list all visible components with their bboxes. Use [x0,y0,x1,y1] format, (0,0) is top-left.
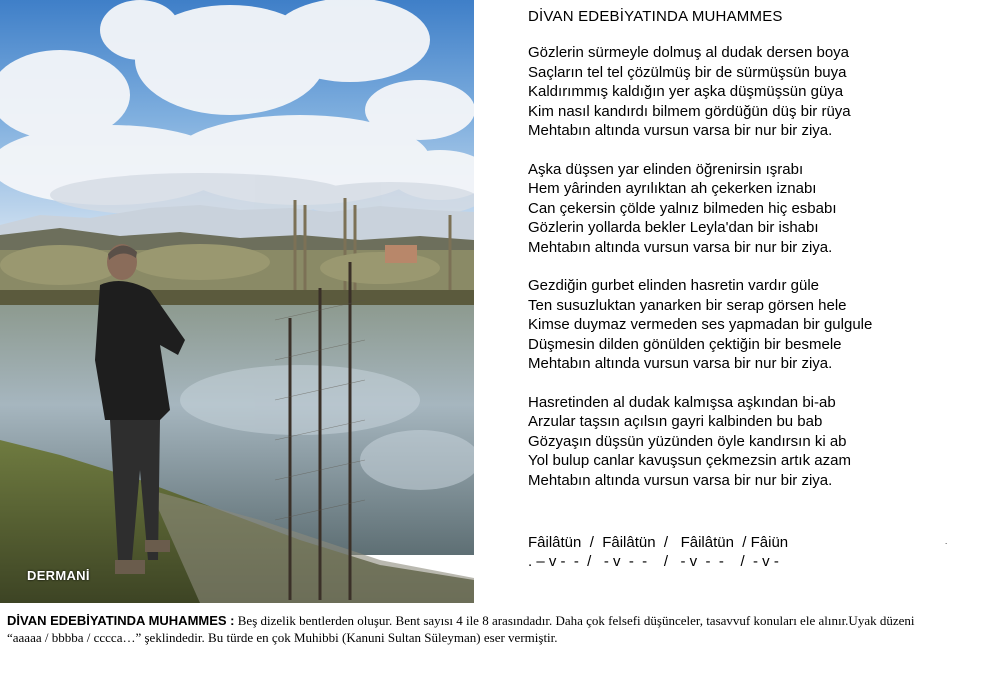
verse: Yol bulup canlar kavuşsun çekmezsin artık azam [528,452,851,469]
meter-pattern: . – v - - / - v - - / - v - - / - v - [528,553,779,570]
poem [528,8,988,509]
meter-names: Fâilâtün / Fâilâtün / Fâilâtün / Fâiün [528,534,789,551]
verse: Düşmesin dilden gönülden çektiğin bir besmele [528,335,842,353]
verse: Gözlerin yollarda bekler Leyla'dan bir ishabı [528,219,819,236]
verse: Mehtabın altında vursun varsa bir nur bir ziya. [528,122,833,139]
verse: Gezdiğin gurbet elinden hasretin vardır güle [528,277,820,294]
verse: Saçların tel tel çözülmüş bir de sürmüşsün buya [528,63,847,81]
stray-dot: . [945,537,948,546]
stanza-2 [528,160,988,258]
stanza-1 [528,43,988,141]
verse: Mehtabın altında vursun varsa bir nur bir ziya. [528,238,833,256]
landscape-photo [0,0,474,603]
verse: Mehtabın altında vursun varsa bir nur bir ziya. [528,355,833,372]
meter [528,533,788,571]
verse: Kaldırımmış kaldığın yer aşka düşmüşsün güya [528,83,844,100]
verse: Gözyaşın düşsün yüzünden öyle kandırsın ki ab [528,432,847,450]
verse: Ten susuzluktan yanarken bir serap görsen hele [528,296,847,314]
verse: Gözlerin sürmeyle dolmuş al dudak dersen boya [528,44,849,61]
photo-caption: DERMANİ [27,568,90,583]
verse: Kim nasıl kandırdı bilmem gördüğün düş bir rüya [528,102,851,120]
verse: Kimse duymaz vermeden ses yapmadan bir gulgule [528,316,873,333]
stanza-3 [528,276,988,374]
verse: Aşka düşsen yar elinden öğrenirsin ışrabı [528,160,804,178]
verse: Mehtabın altında vursun varsa bir nur bir ziya. [528,471,833,489]
verse: Can çekersin çölde yalnız bilmeden hiç esbabı [528,199,837,217]
verse: Hasretinden al dudak kalmışsa aşkından bi-ab [528,393,836,411]
note-body: Beş dizelik bentlerden oluşur. Bent sayısı 4 ile 8 arasındadır. Daha çok felsefi düşünceler, tasavvuf konuları ele alınır.Uyak düzeni “aaaaa / bbbba / cccca…” şeklindedir. Bu türde en çok Muhibbi (Kanuni Sultan Süleyman) eser vermiştir. [7,613,915,645]
stanza-4 [528,393,988,491]
verse: Hem yârinden ayrılıktan ah çekerken iznabı [528,180,817,197]
poem-title: DİVAN EDEBİYATINDA MUHAMMES [528,8,783,25]
note-title: DİVAN EDEBİYATINDA MUHAMMES : [7,613,235,628]
explanatory-note [7,612,937,646]
verse: Arzular taşsın açılsın gayri kalbinden bu bab [528,413,823,430]
